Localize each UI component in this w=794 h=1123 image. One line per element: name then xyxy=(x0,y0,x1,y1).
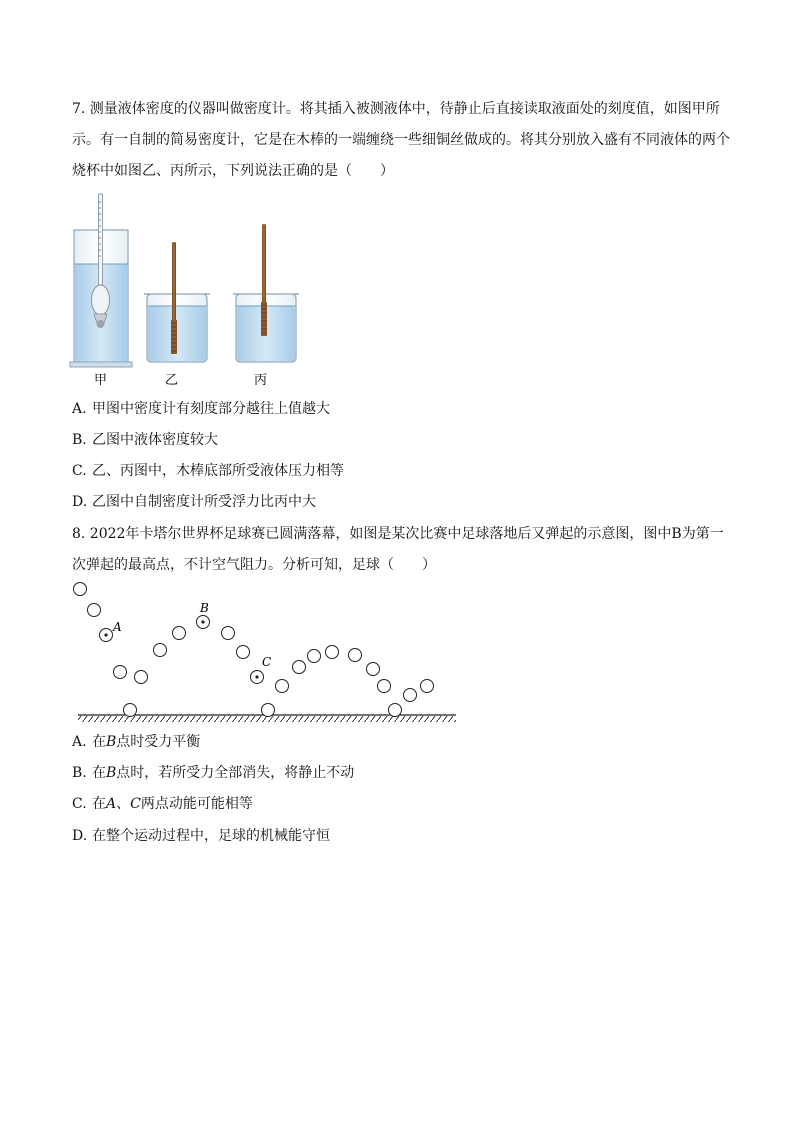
option-text-pre: 在 xyxy=(92,796,106,812)
option-text-pre: 在 xyxy=(92,734,106,750)
ball-position xyxy=(421,680,434,693)
option-text: 甲图中密度计有刻度部分越往上值越大 xyxy=(92,401,330,417)
q8-option-c xyxy=(72,794,253,814)
q7-figure xyxy=(68,192,318,392)
option-letter: B. xyxy=(72,765,87,781)
q8-stem: 8. 2022年卡塔尔世界杯足球赛已圆满落幕，如图是某次比赛中足球落地后又弹起的示意图，图中B为第一次弹起的最高点，不计空气阻力。分析可知，足球（ ） xyxy=(72,526,724,573)
ball-position xyxy=(367,663,380,676)
option-letter: B. xyxy=(72,432,87,448)
ball-position xyxy=(404,689,417,702)
beaker-yi xyxy=(144,242,210,362)
option-text: 乙、丙图中，木棒底部所受液体压力相等 xyxy=(92,463,344,479)
q8-figure xyxy=(72,576,460,726)
option-text-post: 点时，若所受力全部消失，将静止不动 xyxy=(116,765,355,781)
label-c: C xyxy=(262,655,272,669)
ball-position xyxy=(237,646,250,659)
ball-position xyxy=(88,604,101,617)
option-text: 乙图中自制密度计所受浮力比丙中大 xyxy=(92,494,316,510)
option-text-pre: 在 xyxy=(92,765,106,781)
ball-position xyxy=(326,646,339,659)
option-text: 乙图中液体密度较大 xyxy=(92,432,218,448)
caption-jia: 甲 xyxy=(94,373,108,388)
option-letter: C. xyxy=(72,796,87,812)
option-letter: D. xyxy=(72,494,88,510)
ball-position xyxy=(154,644,167,657)
ball-position xyxy=(378,680,391,693)
q8-option-a xyxy=(72,732,200,752)
q7-stem: 7. 测量液体密度的仪器叫做密度计。将其插入被测液体中，待静止后直接读取液面处的刻度值，如图甲所示。有一自制的简易密度计，它是在木棒的一端缠绕一些细铜丝做成的。将其分别放入盛有不同液体的两个烧杯中如图乙、丙所示，下列说法正确的是（ ） xyxy=(72,101,730,179)
ball-position xyxy=(135,671,148,684)
caption-yi: 乙 xyxy=(165,373,179,388)
option-letter: A. xyxy=(72,401,87,417)
ball-position xyxy=(222,627,235,640)
q7-option-b xyxy=(72,430,218,450)
ball-position xyxy=(276,680,289,693)
option-var-2: C xyxy=(130,796,141,812)
ball-contact-ground xyxy=(124,704,137,717)
option-var: A xyxy=(106,796,117,812)
option-text-mid: 、 xyxy=(116,796,131,812)
option-var: B xyxy=(106,765,117,781)
ball-position xyxy=(173,627,186,640)
label-b: B xyxy=(200,601,209,615)
option-text-post: 点时受力平衡 xyxy=(116,734,201,750)
q8-option-d xyxy=(72,826,330,846)
caption-bing: 丙 xyxy=(254,373,268,388)
option-letter: A. xyxy=(72,734,87,750)
ball-position xyxy=(293,661,306,674)
option-var: B xyxy=(106,734,117,750)
ball-contact-ground xyxy=(262,704,275,717)
q7-option-c xyxy=(72,461,344,481)
option-text-post: 两点动能可能相等 xyxy=(140,796,253,812)
option-text: 在整个运动过程中，足球的机械能守恒 xyxy=(92,828,330,844)
cylinder-jia xyxy=(70,194,132,367)
ball-position xyxy=(74,583,87,596)
point-a-dot xyxy=(104,633,107,636)
ball-position xyxy=(114,666,127,679)
ball-trajectory xyxy=(74,583,434,717)
beaker-bing xyxy=(233,224,299,362)
ball-position xyxy=(349,649,362,662)
option-letter: C. xyxy=(72,463,87,479)
point-b-dot xyxy=(201,620,204,623)
option-letter: D. xyxy=(72,828,88,844)
ball-position xyxy=(308,650,321,663)
ball-contact-ground xyxy=(389,704,402,717)
point-c-dot xyxy=(255,675,258,678)
q7-option-a xyxy=(72,399,330,419)
q8-option-b xyxy=(72,763,354,783)
label-a: A xyxy=(113,620,122,634)
q7-option-d xyxy=(72,492,316,512)
